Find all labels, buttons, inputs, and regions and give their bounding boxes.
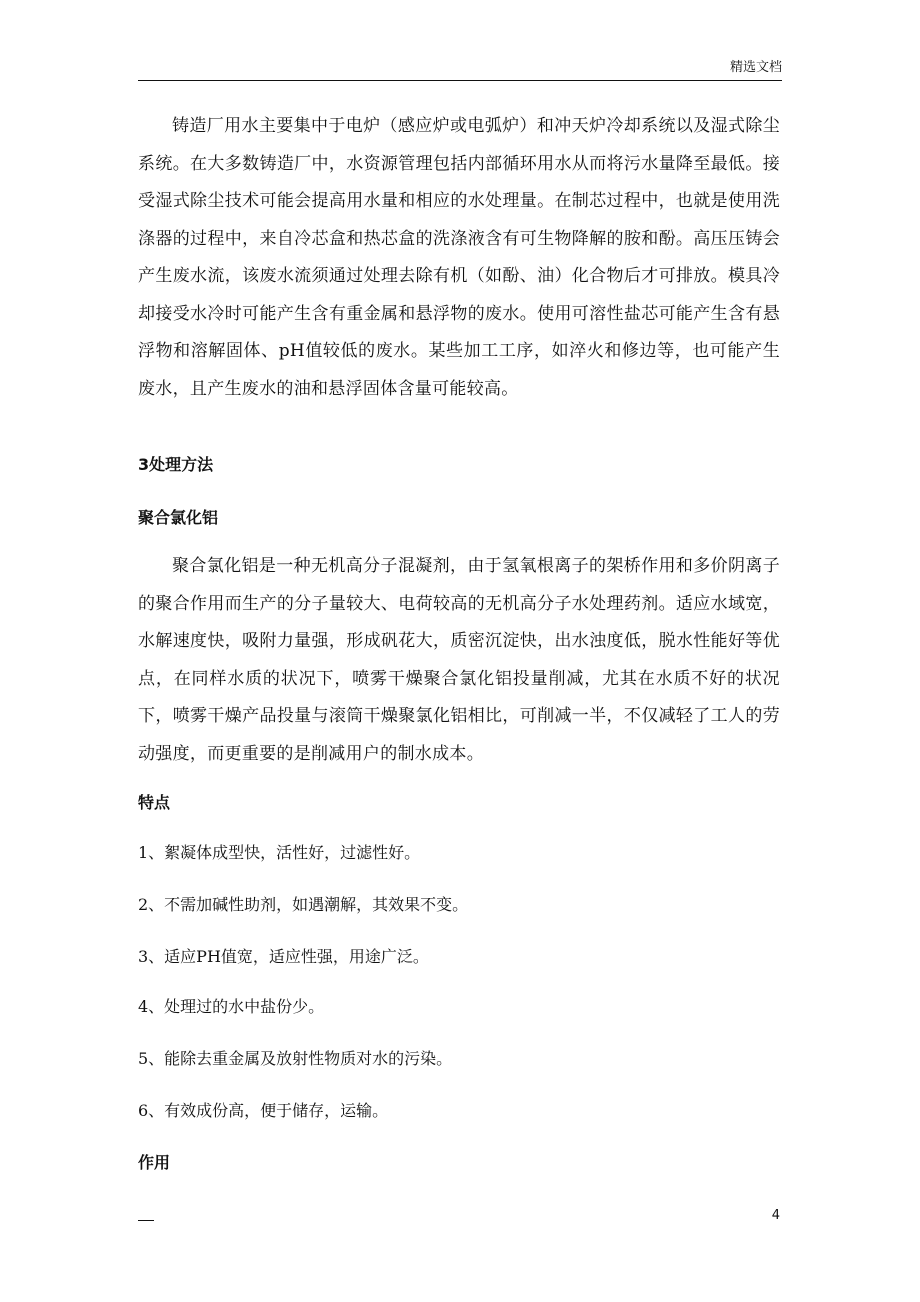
header-rule xyxy=(138,80,782,81)
methods-heading: 3处理方法 xyxy=(138,455,214,474)
footer-dash xyxy=(138,1220,154,1221)
intro-paragraph: 铸造厂用水主要集中于电炉（感应炉或电弧炉）和冲天炉冷却系统以及湿式除尘系统。在大多数铸造厂中，水资源管理包括内部循环用水从而将污水量降至最低。接受湿式除尘技术可能会提高用水量和相应的水处理量。在制芯过程中，也就是使用洗涤器的过程中，来自冷芯盒和热芯盒的洗涤液含有可生物降解的胺和酚。高压压铸会产生废水流，该废水流须通过处理去除有机（如酚、油）化合物后才可排放。模具冷却接受水冷时可能产生含有重金属和悬浮物的废水。使用可溶性盐芯可能产生含有悬浮物和溶解固体、pH值较低的废水。某些加工工序，如淬火和修边等，也可能产生废水，且产生废水的油和悬浮固体含量可能较高。 xyxy=(138,116,780,399)
feature-item-4: 4、处理过的水中盐份少。 xyxy=(138,997,325,1016)
page-number: 4 xyxy=(771,1208,780,1223)
page-header-label: 精选文档 xyxy=(729,60,782,75)
feature-item-6: 6、有效成份高，便于储存，运输。 xyxy=(138,1101,389,1120)
feature-item-1: 1、絮凝体成型快，活性好，过滤性好。 xyxy=(138,843,421,862)
features-heading: 特点 xyxy=(138,793,171,812)
feature-item-5: 5、能除去重金属及放射性物质对水的污染。 xyxy=(138,1049,453,1068)
feature-item-3: 3、适应PH值宽，适应性强，用途广泛。 xyxy=(138,947,429,966)
methods-paragraph: 聚合氯化铝是一种无机高分子混凝剂，由于氢氧根离子的架桥作用和多价阴离子的聚合作用而生产的分子量较大、电荷较高的无机高分子水处理药剂。适应水域宽，水解速度快，吸附力量强，形成矾花大，质密沉淀快，出水浊度低，脱水性能好等优点，在同样水质的状况下，喷雾干燥聚合氯化铝投量削减，尤其在水质不好的状况下，喷雾干燥产品投量与滚筒干燥聚氯化铝相比，可削减一半，不仅减轻了工人的劳动强度，而更重要的是削减用户的制水成本。 xyxy=(138,556,780,764)
function-heading: 作用 xyxy=(138,1153,171,1172)
methods-body xyxy=(138,548,780,773)
methods-subheading: 聚合氯化铝 xyxy=(138,508,219,527)
feature-item-2: 2、不需加碱性助剂，如遇潮解，其效果不变。 xyxy=(138,895,469,914)
intro-body xyxy=(138,108,780,408)
